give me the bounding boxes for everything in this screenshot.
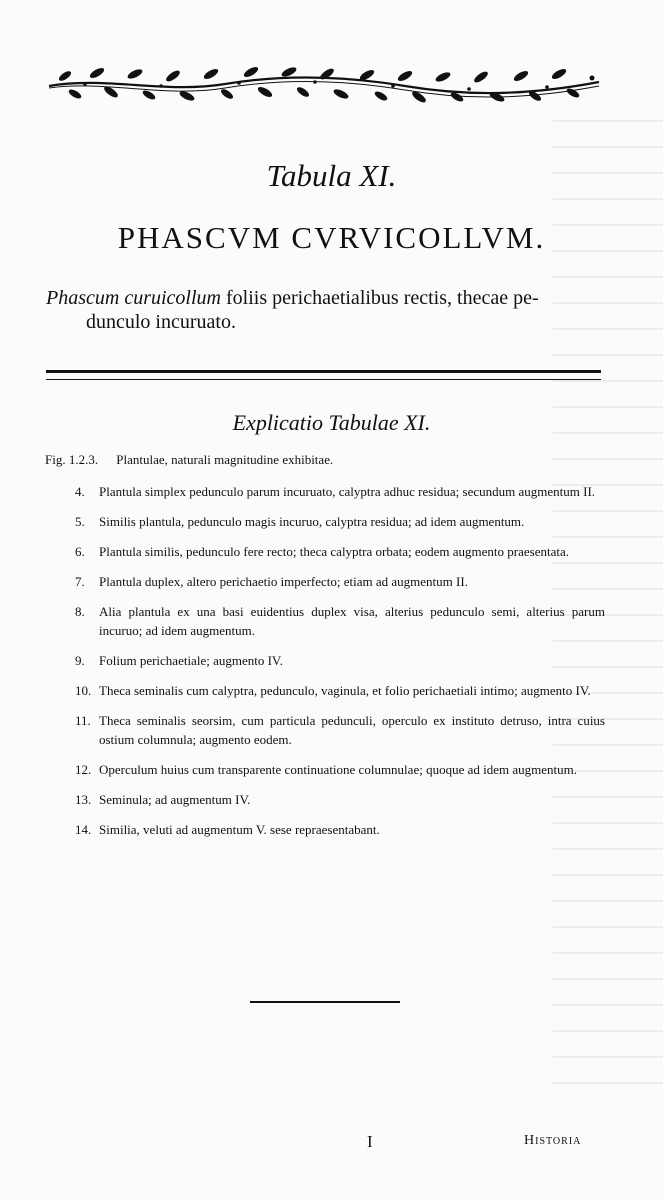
figure-number: Fig. 1.2.3. [45, 452, 99, 467]
item-text: Operculum huius cum transparente continuatione columnulae; quoque ad idem augmentum. [99, 762, 577, 777]
list-item [75, 790, 605, 809]
page-signature-number: I [367, 1132, 373, 1151]
explanation-heading: Explicatio Tabulae XI. [232, 410, 431, 435]
list-item [75, 820, 605, 839]
item-number: 8. [75, 604, 85, 619]
item-number: 7. [75, 574, 85, 589]
item-number: 10. [75, 683, 92, 698]
item-number: 14. [75, 822, 92, 837]
item-text: Alia plantula ex una basi euidentius duplex visa, alterius pedunculo semi, alterius parum incuruo; ad idem augmentum. [99, 604, 605, 638]
item-text: Theca seminalis seorsim, cum particula pedunculi, operculo ex instituto detruso, intra cuius ostium columnula; augmento eodem. [99, 713, 605, 747]
item-text: Similia, veluti ad augmentum V. sese repraesentabant. [99, 822, 380, 837]
item-text: Plantula similis, pedunculo fere recto; theca calyptra orbata; eodem augmento praesentata. [99, 544, 569, 559]
list-item [75, 512, 605, 531]
list-item [75, 572, 605, 591]
list-item [75, 602, 605, 640]
item-text: Theca seminalis cum calyptra, pedunculo, vaginula, et folio perichaetiali intimo; augmento IV. [99, 683, 591, 698]
diagnosis-text-line-2: dunculo incuruato. [86, 311, 236, 333]
list-item [75, 542, 605, 561]
figure-line [45, 452, 333, 468]
catchword: Historia [524, 1133, 582, 1148]
closing-rule [250, 1001, 400, 1003]
figure-explanation-list [75, 482, 605, 850]
list-item [75, 651, 605, 670]
vine-leaf-ornament-icon [45, 62, 603, 106]
item-number: 4. [75, 484, 85, 499]
figure-text: Plantulae, naturali magnitudine exhibitae. [116, 452, 334, 467]
item-number: 13. [75, 792, 92, 807]
plate-number: Tabula XI. [266, 158, 397, 193]
diagnosis-text-line-1: foliis perichaetialibus rectis, thecae pe- [225, 287, 539, 309]
item-text: Plantula simplex pedunculo parum incuruato, calyptra adhuc residua; secundum augmentum II. [99, 484, 596, 499]
item-text: Folium perichaetiale; augmento IV. [99, 653, 283, 668]
item-text: Plantula duplex, altero perichaetio imperfecto; etiam ad augmentum II. [99, 574, 468, 589]
item-number: 12. [75, 762, 92, 777]
item-number: 11. [75, 713, 91, 728]
item-number: 6. [75, 544, 85, 559]
species-title: PHASCVM CVRVICOLLVM. [117, 220, 546, 255]
item-number: 5. [75, 514, 85, 529]
item-number: 9. [75, 653, 85, 668]
list-item [75, 681, 605, 700]
item-text: Similis plantula, pedunculo magis incuruo, calyptra residua; ad idem augmentum. [99, 514, 525, 529]
double-rule-divider [46, 370, 601, 373]
list-item [75, 482, 605, 501]
species-diagnosis [46, 286, 604, 334]
item-text: Seminula; ad augmentum IV. [99, 792, 251, 807]
list-item [75, 760, 605, 779]
list-item [75, 711, 605, 749]
species-name: Phascum curuicollum [46, 287, 221, 309]
